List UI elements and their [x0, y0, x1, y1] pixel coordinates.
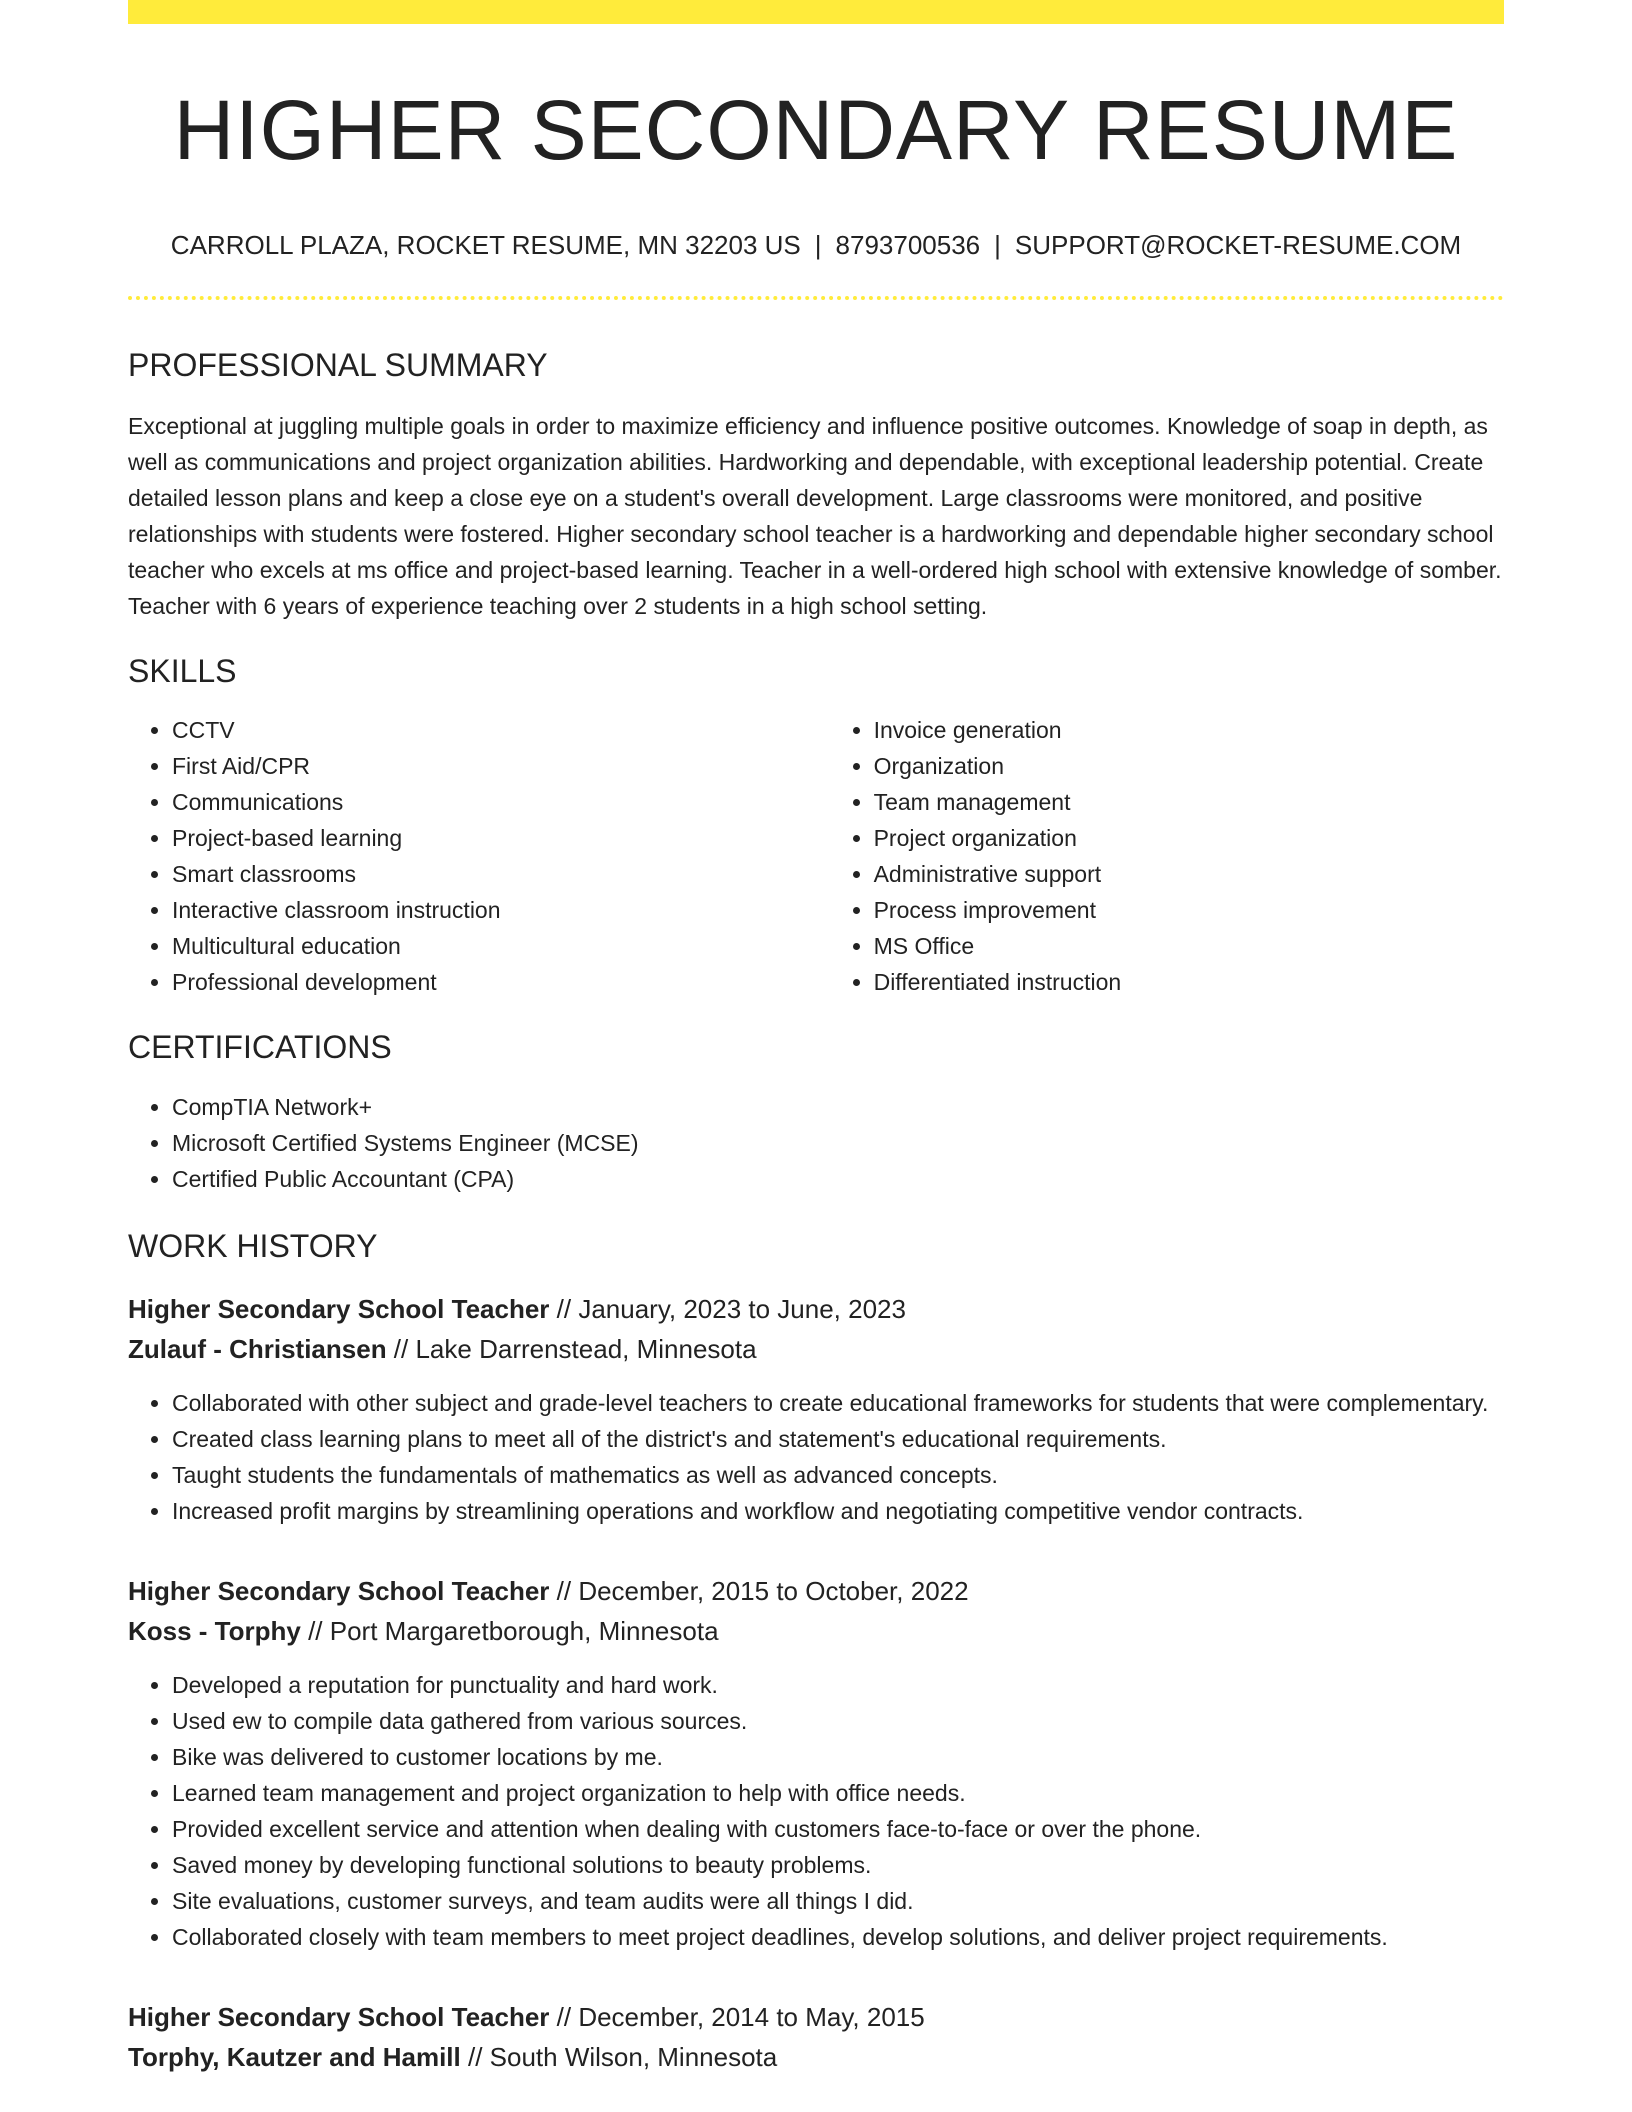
skill-item: • Invoice generation — [874, 712, 1504, 748]
skill-item: • Team management — [874, 784, 1504, 820]
contact-phone: 8793700536 — [835, 230, 981, 261]
certifications-section — [128, 1028, 1504, 1196]
job-company-line — [128, 1611, 1504, 1651]
job-bullet: • Bike was delivered to customer locations by me. — [172, 1739, 1504, 1775]
job-bullet: • Collaborated closely with team members to meet project deadlines, develop solutions, and deliver project requirements. — [172, 1919, 1504, 1955]
work-history-heading: WORK HISTORY — [128, 1227, 378, 1264]
job-company: Torphy, Kautzer and Hamill — [128, 2042, 461, 2073]
skill-item: • Smart classrooms — [172, 856, 830, 892]
contact-separator: | — [814, 230, 822, 261]
job-location: // Lake Darrenstead, Minnesota — [386, 1334, 757, 1365]
certification-item: • Microsoft Certified Systems Engineer (MCSE) — [172, 1125, 1504, 1161]
dotted-divider — [128, 296, 1504, 300]
job-dates: // January, 2023 to June, 2023 — [549, 1294, 906, 1325]
job-bullet: • Saved money by developing functional solutions to beauty problems. — [172, 1847, 1504, 1883]
job-title-line — [128, 1997, 1504, 2037]
resume-page — [128, 0, 1504, 2077]
contact-separator: | — [994, 230, 1001, 261]
job-entry — [128, 1571, 1504, 1955]
contact-line — [128, 230, 1504, 261]
job-bullets — [128, 1385, 1504, 1529]
job-bullet: • Site evaluations, customer surveys, and team audits were all things I did. — [172, 1883, 1504, 1919]
accent-top-bar — [128, 0, 1504, 24]
job-title: Higher Secondary School Teacher — [128, 1576, 550, 1607]
skills-list-right — [830, 712, 1504, 1000]
job-dates: // December, 2014 to May, 2015 — [549, 2002, 925, 2033]
job-company-line — [128, 2037, 1504, 2077]
skills-heading: SKILLS — [128, 652, 237, 689]
skill-item: • CCTV — [172, 712, 830, 748]
job-bullet: • Taught students the fundamentals of mathematics as well as advanced concepts. — [172, 1457, 1504, 1493]
job-dates: // December, 2015 to October, 2022 — [549, 1576, 969, 1607]
work-history-section — [128, 1227, 1504, 2077]
skill-item: • Professional development — [172, 964, 830, 1000]
certifications-list — [128, 1089, 1504, 1197]
contact-address: CARROLL PLAZA, ROCKET RESUME, MN 32203 US — [170, 230, 801, 261]
job-bullet: • Collaborated with other subject and grade-level teachers to create educational frameworks for students that were complementary. — [172, 1385, 1504, 1421]
skill-item: • Multicultural education — [172, 928, 830, 964]
skill-item: • Communications — [172, 784, 830, 820]
job-location: // South Wilson, Minnesota — [460, 2042, 778, 2073]
job-bullet: • Learned team management and project organization to help with office needs. — [172, 1775, 1504, 1811]
job-entry — [128, 1289, 1504, 1529]
skills-section — [128, 652, 1504, 1000]
job-bullet: • Developed a reputation for punctuality and hard work. — [172, 1667, 1504, 1703]
contact-email[interactable]: SUPPORT@ROCKET-RESUME.COM — [1014, 230, 1462, 261]
job-title-line — [128, 1289, 1504, 1329]
certification-item: • Certified Public Accountant (CPA) — [172, 1161, 1504, 1197]
skills-list-left — [128, 712, 830, 1000]
job-title: Higher Secondary School Teacher — [128, 2002, 550, 2033]
job-bullets — [128, 1667, 1504, 1955]
summary-heading: PROFESSIONAL SUMMARY — [128, 346, 548, 383]
job-company-line — [128, 1329, 1504, 1369]
skill-item: • Process improvement — [874, 892, 1504, 928]
job-location: // Port Margaretborough, Minnesota — [300, 1616, 719, 1647]
skill-item: • Differentiated instruction — [874, 964, 1504, 1000]
job-bullet: • Provided excellent service and attention when dealing with customers face-to-face or over the phone. — [172, 1811, 1504, 1847]
skill-item: • Organization — [874, 748, 1504, 784]
job-bullet: • Created class learning plans to meet all of the district's and statement's educational requirements. — [172, 1421, 1504, 1457]
job-bullet: • Used ew to compile data gathered from various sources. — [172, 1703, 1504, 1739]
skill-item: • Administrative support — [874, 856, 1504, 892]
job-bullet: • Increased profit margins by streamlining operations and workflow and negotiating competitive vendor contracts. — [172, 1493, 1504, 1529]
job-title-line — [128, 1571, 1504, 1611]
skill-item: • First Aid/CPR — [172, 748, 830, 784]
skill-item: • Project organization — [874, 820, 1504, 856]
job-title: Higher Secondary School Teacher — [128, 1294, 550, 1325]
resume-title: HIGHER SECONDARY RESUME — [173, 83, 1459, 177]
skill-item: • MS Office — [874, 928, 1504, 964]
skills-grid — [128, 712, 1504, 1000]
skill-item: • Project-based learning — [172, 820, 830, 856]
certifications-heading: CERTIFICATIONS — [128, 1029, 392, 1066]
summary-section — [128, 346, 1504, 624]
certification-item: • CompTIA Network+ — [172, 1089, 1504, 1125]
summary-text: Exceptional at juggling multiple goals in order to maximize efficiency and influence positive outcomes. Knowledge of soap in depth, as well as communications and project organization abilities. Hardworking and dependable, with exceptional leadership potential. Create detailed lesson plans and keep a close eye on a student's overall development. Large classrooms were monitored, and positive relationships with students were fostered. Higher secondary school teacher is a hardworking and dependable higher secondary school teacher who excels at ms office and project-based learning. Teacher in a well-ordered high school with extensive knowledge of somber. Teacher with 6 years of experience teaching over 2 students in a high school setting. — [128, 412, 1502, 619]
job-entry — [128, 1997, 1504, 2077]
job-company: Koss - Torphy — [128, 1616, 301, 1647]
job-company: Zulauf - Christiansen — [128, 1334, 387, 1365]
skill-item: • Interactive classroom instruction — [172, 892, 830, 928]
